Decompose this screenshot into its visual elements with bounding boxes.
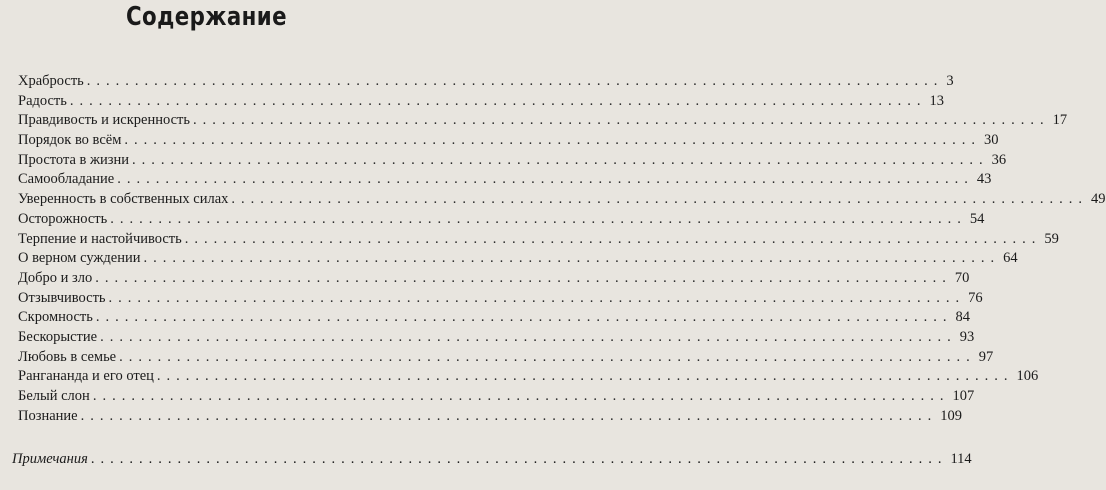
toc-entry-page: 13 <box>929 92 944 109</box>
toc-entry[interactable] <box>18 328 975 348</box>
leader-dots: ......................................................................................... <box>156 368 1014 385</box>
toc-entry-label: Скромность <box>18 309 93 326</box>
toc-entry-label: Рангананда и его отец <box>18 368 154 385</box>
toc-entry-label: О верном суждении <box>18 250 141 267</box>
leader-dots: ......................................................................................... <box>143 250 1001 267</box>
toc-entry[interactable] <box>18 131 999 151</box>
leader-dots: ......................................................................................... <box>86 73 944 89</box>
notes-page: 114 <box>950 451 972 467</box>
toc-entry[interactable] <box>18 269 970 289</box>
toc-entry-page: 107 <box>952 388 975 404</box>
toc-entry[interactable] <box>18 92 944 112</box>
table-of-contents <box>18 72 1106 426</box>
toc-entry[interactable] <box>18 387 975 407</box>
toc-entry-page: 97 <box>978 348 994 365</box>
toc-entry-label: Радость <box>18 92 67 109</box>
toc-entry[interactable] <box>18 170 992 190</box>
leader-dots: ......................................................................................... <box>192 112 1050 129</box>
toc-entry-page: 43 <box>976 171 992 188</box>
toc-entry-page: 17 <box>1052 112 1068 129</box>
toc-entry-page: 3 <box>946 73 954 89</box>
leader-dots: ......................................................................................... <box>124 132 981 149</box>
leader-dots: ......................................................................................... <box>69 92 927 109</box>
leader-dots: ......................................................................................... <box>100 328 957 345</box>
toc-entry-label: Правдивость и искренность <box>18 112 190 129</box>
toc-entry[interactable] <box>18 348 994 368</box>
toc-entry-page: 84 <box>955 309 970 326</box>
toc-entry-page: 70 <box>954 269 970 286</box>
toc-entry[interactable] <box>18 289 983 309</box>
leader-dots: ......................................................................................... <box>92 388 950 404</box>
leader-dots: ......................................................................................... <box>110 210 967 227</box>
toc-entry-label: Храбрость <box>18 73 84 89</box>
toc-entry[interactable] <box>18 210 985 230</box>
toc-entry-page: 36 <box>991 151 1007 168</box>
toc-entry-label: Любовь в семье <box>18 348 117 365</box>
toc-entry-label: Добро и зло <box>18 269 93 286</box>
toc-entry-label: Познание <box>18 407 78 424</box>
toc-entry[interactable] <box>18 190 1106 210</box>
toc-entry-label: Бескорыстие <box>18 328 98 345</box>
leader-dots: ......................................................................................... <box>95 309 953 326</box>
toc-entry-label: Уверенность в собственных силах <box>18 191 229 208</box>
leader-dots: ......................................................................................... <box>184 230 1042 247</box>
leader-dots: ......................................................................................... <box>80 407 938 424</box>
toc-entry-page: 93 <box>959 328 975 345</box>
notes-label: Примечания <box>12 451 88 467</box>
toc-entry-page: 64 <box>1003 250 1018 267</box>
toc-entry-label: Отзывчивость <box>18 289 106 306</box>
toc-entry-page: 30 <box>984 132 999 149</box>
leader-dots: ......................................................................................... <box>117 171 974 188</box>
leader-dots: ......................................................................................... <box>132 151 989 168</box>
toc-entry-label: Осторожность <box>18 210 108 227</box>
leader-dots: ......................................................................................... <box>108 289 966 306</box>
leader-dots: ......................................................................................... <box>95 269 952 286</box>
toc-entry-label: Самообладание <box>18 171 115 188</box>
leader-dots: ......................................................................................... <box>119 348 976 365</box>
toc-entry-page: 109 <box>940 407 962 424</box>
toc-entry[interactable] <box>18 367 1039 387</box>
toc-entry[interactable] <box>18 151 1007 171</box>
toc-entry[interactable] <box>18 230 1059 250</box>
toc-entry-notes[interactable] <box>12 450 972 469</box>
toc-entry-label: Терпение и настойчивость <box>18 230 182 247</box>
toc-entry[interactable] <box>18 72 954 92</box>
toc-entry-page: 54 <box>969 210 985 227</box>
toc-entry-label: Порядок во всём <box>18 132 122 149</box>
toc-entry-label: Простота в жизни <box>18 151 130 168</box>
toc-entry-page: 59 <box>1044 230 1059 247</box>
toc-entry[interactable] <box>18 407 962 427</box>
page-title: Содержание <box>125 2 288 32</box>
toc-entry[interactable] <box>18 249 1018 269</box>
toc-entry-page: 49 <box>1091 191 1106 208</box>
leader-dots: ......................................................................................... <box>90 451 948 467</box>
toc-entry-page: 106 <box>1016 368 1039 385</box>
leader-dots: ......................................................................................... <box>231 191 1089 208</box>
toc-entry-page: 76 <box>968 289 983 306</box>
toc-entry[interactable] <box>18 111 1068 131</box>
toc-entry-label: Белый слон <box>18 388 90 404</box>
toc-entry[interactable] <box>18 308 970 328</box>
